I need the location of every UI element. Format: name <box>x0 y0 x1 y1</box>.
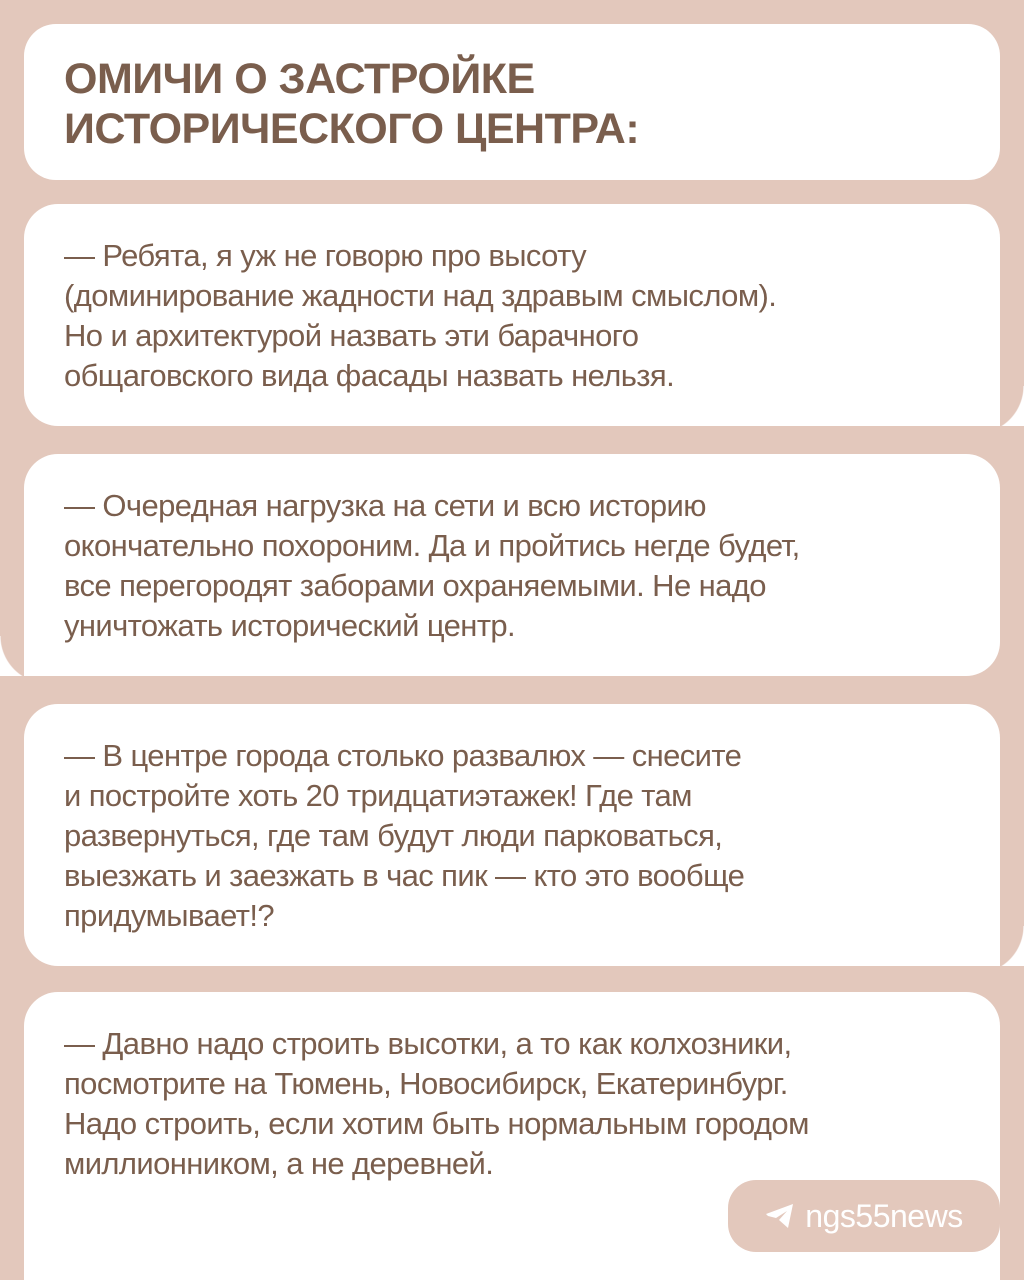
comment-line: Надо строить, если хотим быть нормальным городом <box>64 1106 809 1141</box>
comment-text <box>64 1024 960 1184</box>
comment-bubble-2 <box>24 454 1000 676</box>
comment-line: (доминирование жадности над здравым смыслом). <box>64 278 777 313</box>
channel-name: ngs55news <box>805 1198 963 1234</box>
source-badge[interactable] <box>728 1180 1000 1252</box>
comment-line: посмотрите на Тюмень, Новосибирск, Екатеринбург. <box>64 1066 788 1101</box>
comment-line: — Ребята, я уж не говорю про высоту <box>64 238 586 273</box>
comment-line: все перегородят заборами охраняемыми. Не надо <box>64 568 766 603</box>
comment-line: окончательно похороним. Да и пройтись негде будет, <box>64 528 800 563</box>
comment-line: Но и архитектурой назвать эти барачного <box>64 318 639 353</box>
comment-line: общаговского вида фасады назвать нельзя. <box>64 358 675 393</box>
comment-text <box>64 236 960 396</box>
page-title <box>64 54 960 154</box>
comment-line: — В центре города столько развалюх — снесите <box>64 738 742 773</box>
comment-bubble-3 <box>24 704 1000 966</box>
comment-bubble-1 <box>24 204 1000 426</box>
title-line-2: ИСТОРИЧЕСКОГО ЦЕНТРА: <box>64 105 640 153</box>
title-card <box>24 24 1000 180</box>
comment-line: и постройте хоть 20 тридцатиэтажек! Где там <box>64 778 692 813</box>
title-line-1: ОМИЧИ О ЗАСТРОЙКЕ <box>64 55 535 103</box>
comment-text <box>64 736 960 936</box>
comment-line: развернуться, где там будут люди парковаться, <box>64 818 723 853</box>
comment-line: уничтожать исторический центр. <box>64 608 516 643</box>
telegram-icon <box>765 1203 795 1229</box>
comment-line: — Очередная нагрузка на сети и всю историю <box>64 488 706 523</box>
comment-line: — Давно надо строить высотки, а то как колхозники, <box>64 1026 792 1061</box>
comment-text <box>64 486 960 646</box>
comment-line: придумывает!? <box>64 898 275 933</box>
comment-line: миллионником, а не деревней. <box>64 1146 494 1181</box>
comment-line: выезжать и заезжать в час пик — кто это вообще <box>64 858 745 893</box>
